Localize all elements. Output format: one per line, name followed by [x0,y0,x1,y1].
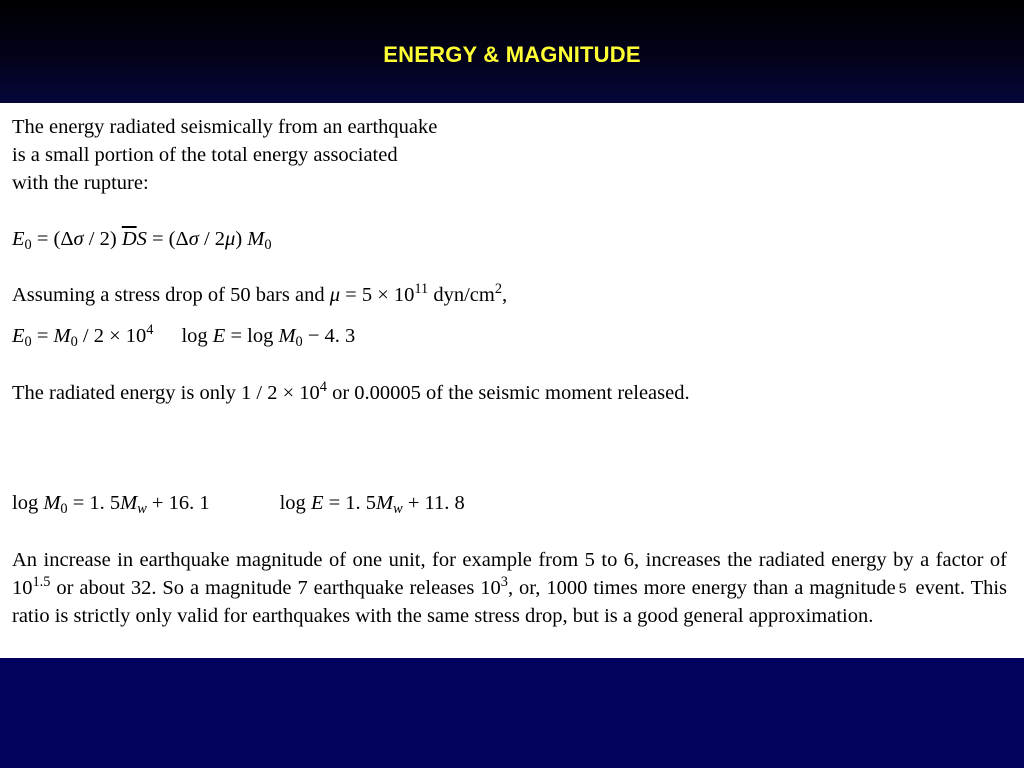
radiated-energy-sentence [12,381,690,405]
equation-ratio [12,324,355,348]
eq-symbol: S [136,228,147,250]
sentence-text: The radiated energy is only 1 / 2 × 10 [12,382,320,404]
slide-header [0,0,1024,103]
intro-line-1: The energy radiated seismically from an earthquake [12,116,438,138]
eq-text: = (Δ [146,228,189,250]
eq-text: / 2 × 10 [77,325,147,347]
eq-subscript: w [137,501,147,517]
equation-energy [12,227,272,251]
paragraph-text: , or, 1000 times more energy than a magnitude [507,577,896,599]
eq-symbol: M [53,325,71,347]
slide-footer [0,658,1024,768]
slide-page-number: 5 [898,580,907,596]
eq-symbol: $\overline{D}$ [121,228,137,250]
eq-text: / 2 [198,228,226,250]
eq-superscript: 4 [319,379,327,395]
eq-subscript: 0 [60,501,68,517]
eq-text: log [12,492,44,514]
assumption-text: Assuming a stress drop of 50 bars and [12,284,330,306]
eq-symbol: M [120,492,138,514]
eq-symbol: σ [73,228,84,250]
eq-text: = (Δ [31,228,74,250]
eq-text: log [181,325,213,347]
eq-text: / 2) [83,228,122,250]
eq-symbol: σ [188,228,199,250]
eq-subscript: w [393,501,403,517]
eq-superscript: 11 [414,281,429,297]
eq-text: log [279,492,311,514]
eq-text: , [502,284,508,306]
slide-title: ENERGY & MAGNITUDE [383,42,641,67]
eq-symbol: M [247,228,265,250]
eq-text: = 5 × 10 [340,284,415,306]
eq-symbol: M [376,492,394,514]
eq-text: ) [235,228,248,250]
paragraph-text: event. This ratio is strictly only valid for earthquakes with the same stress drop, but is a good general approximation. [12,577,1008,627]
paragraph-text: An increase in earthquake magnitude of one unit, for example from 5 to 6, increases the radiated energy by a factor of 10 [12,549,1007,599]
eq-text: dyn/cm [428,284,495,306]
eq-subscript: 0 [295,334,303,350]
intro-line-3: with the rupture: [12,172,149,194]
eq-text: = 1. 5 [67,492,121,514]
eq-text: = 1. 5 [323,492,377,514]
eq-symbol: μ [225,228,236,250]
eq-text: = log [225,325,279,347]
eq-symbol: E [12,325,25,347]
eq-subscript: 0 [264,237,272,253]
log-equations [12,491,465,515]
eq-text: + 16. 1 [146,492,210,514]
eq-symbol: M [43,492,61,514]
eq-superscript: 2 [494,281,502,297]
content-panel [0,103,1024,658]
eq-text: + 11. 8 [402,492,465,514]
eq-symbol: μ [329,284,341,306]
eq-superscript: 3 [500,574,508,590]
eq-text: = [31,325,54,347]
eq-subscript: 0 [24,237,32,253]
eq-superscript: 4 [146,322,154,338]
eq-symbol: E [12,228,25,250]
eq-subscript: 0 [70,334,78,350]
sentence-text: or 0.00005 of the seismic moment released. [326,382,690,404]
intro-line-2: is a small portion of the total energy associated [12,144,398,166]
assumption-line [12,283,507,307]
eq-symbol: E [310,492,324,514]
eq-superscript: 1.5 [32,574,51,590]
eq-subscript: 0 [24,334,32,350]
eq-text: − 4. 3 [302,325,356,347]
eq-symbol: E [212,325,226,347]
closing-paragraph [12,546,1007,630]
eq-symbol: M [278,325,296,347]
paragraph-text: or about 32. So a magnitude 7 earthquake releases 10 [50,577,501,599]
